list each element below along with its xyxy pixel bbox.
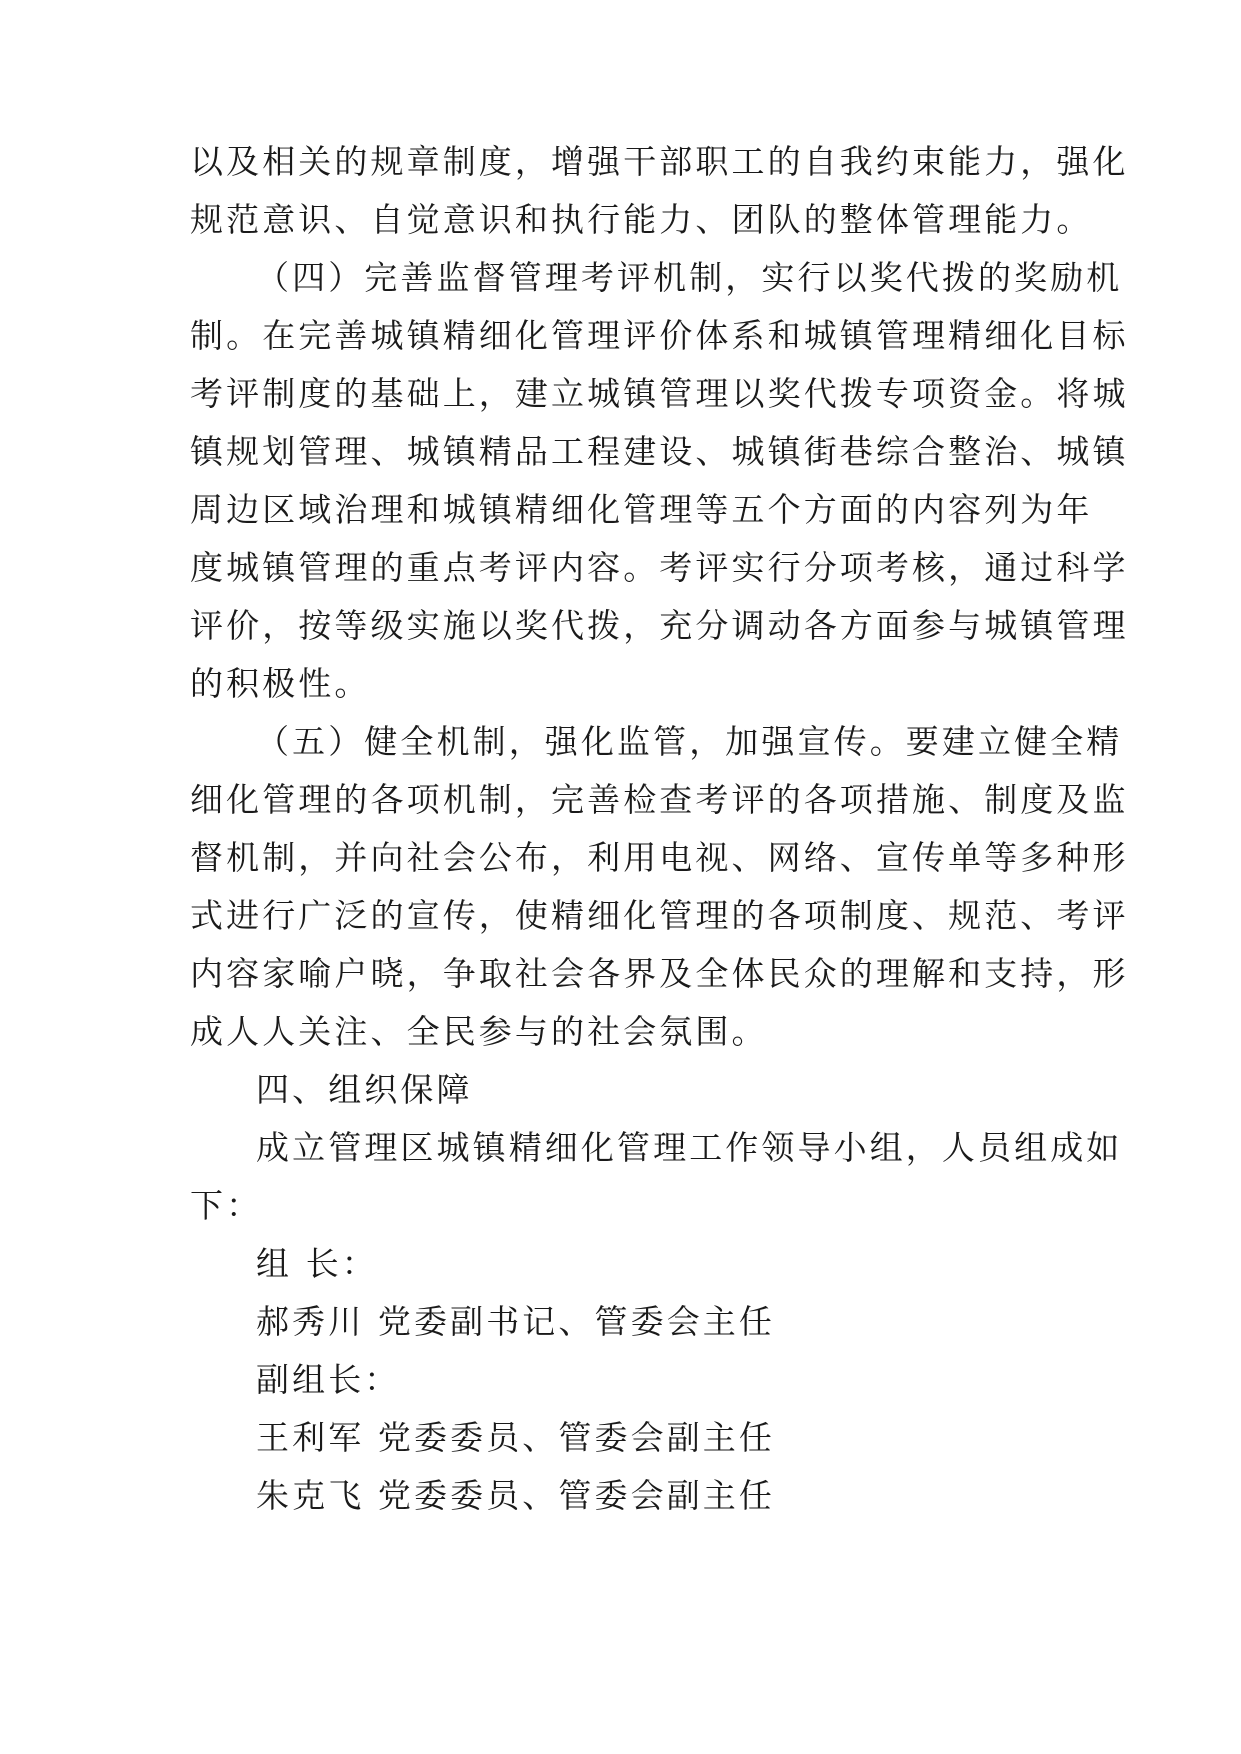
text-line: 成人人关注、全民参与的社会氛围。 bbox=[190, 1012, 768, 1051]
member-line: 王利军 党委委员、管委会副主任 bbox=[256, 1418, 775, 1457]
text-line: 的积极性。 bbox=[190, 664, 371, 703]
text-line: 细化管理的各项机制，完善检查考评的各项措施、制度及监 bbox=[190, 780, 1129, 819]
section-heading: 四、组织保障 bbox=[256, 1070, 473, 1109]
text-line: 下： bbox=[190, 1186, 263, 1225]
role-label: 组 长： bbox=[256, 1244, 378, 1283]
member-line: 郝秀川 党委副书记、管委会主任 bbox=[256, 1302, 775, 1341]
text-line: （四）完善监督管理考评机制，实行以奖代拨的奖励机 bbox=[256, 258, 1123, 297]
text-line: 内容家喻户晓，争取社会各界及全体民众的理解和支持，形 bbox=[190, 954, 1129, 993]
text-line: 镇规划管理、城镇精品工程建设、城镇街巷综合整治、城镇 bbox=[190, 432, 1129, 471]
text-line: （五）健全机制，强化监管，加强宣传。要建立健全精 bbox=[256, 722, 1123, 761]
text-line: 评价，按等级实施以奖代拨，充分调动各方面参与城镇管理 bbox=[190, 606, 1129, 645]
text-line: 制。在完善城镇精细化管理评价体系和城镇管理精细化目标 bbox=[190, 316, 1129, 355]
text-line: 考评制度的基础上，建立城镇管理以奖代拨专项资金。将城 bbox=[190, 374, 1129, 413]
text-line: 规范意识、自觉意识和执行能力、团队的整体管理能力。 bbox=[190, 200, 1093, 239]
member-line: 朱克飞 党委委员、管委会副主任 bbox=[256, 1476, 775, 1515]
text-line: 式进行广泛的宣传，使精细化管理的各项制度、规范、考评 bbox=[190, 896, 1129, 935]
text-line: 以及相关的规章制度，增强干部职工的自我约束能力，强化 bbox=[190, 142, 1129, 181]
text-line: 成立管理区城镇精细化管理工作领导小组，人员组成如 bbox=[256, 1128, 1123, 1167]
text-line: 度城镇管理的重点考评内容。考评实行分项考核，通过科学 bbox=[190, 548, 1129, 587]
text-line: 周边区域治理和城镇精细化管理等五个方面的内容列为年 bbox=[190, 490, 1093, 529]
text-line: 督机制，并向社会公布，利用电视、网络、宣传单等多种形 bbox=[190, 838, 1129, 877]
role-label: 副组长： bbox=[256, 1360, 401, 1399]
